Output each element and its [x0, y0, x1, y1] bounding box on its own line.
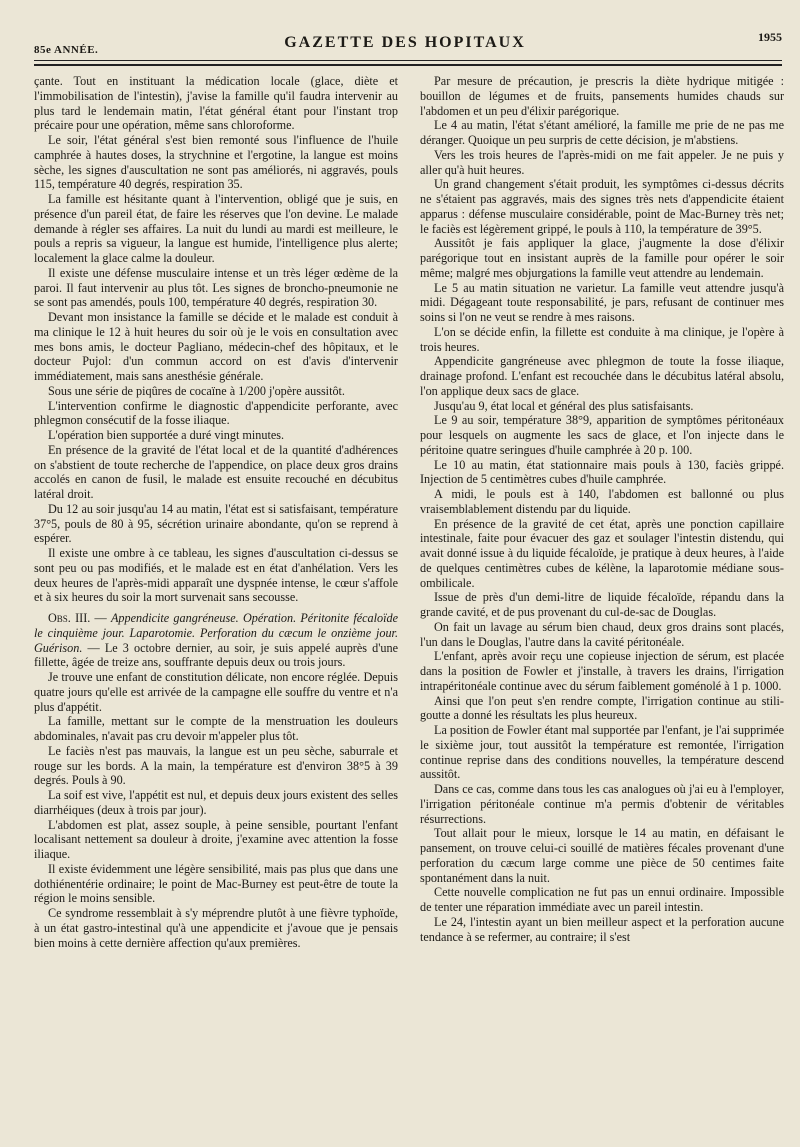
paragraph: Par mesure de précaution, je prescris la diète hydrique mitigée : bouillon de légumes et de fruits, pansements humides chauds sur l'abdomen et un peu d'élixir parégorique.	[420, 74, 784, 118]
paragraph: Sous une série de piqûres de cocaïne à 1/200 j'opère aussitôt.	[48, 383, 345, 398]
paragraph: Appendicite gangréneuse avec phlegmon de toute la fosse iliaque, drainage profond. L'enfant est recouchée dans le décubitus latéral absolu, l'on applique deux sacs de glace.	[420, 354, 784, 398]
paragraph: L'enfant, après avoir reçu une copieuse injection de sérum, est placée dans la position de Fowler et j'installe, à travers les drains, l'irrigation intrapéritonéale continue avec du sérum faiblement goménolé à 1 p. 1000.	[420, 649, 784, 693]
observation-text: — Le 3 octobre dernier, au soir, je suis appelé auprès d'une fillette, âgée de treize ans, souffrante depuis deux ou trois jours.	[34, 640, 398, 670]
left-column	[34, 74, 398, 950]
paragraph: En présence de la gravité de cet état, après une ponction capillaire intestinale, faite pour évacuer des gaz et soulager l'intestin distendu, qui avait donné issue à du liquide fécaloïde, je pratique à deux heures, à l'aide de quelques centimètres cubes de kélène, la laparotomie médiane sous-ombilicale.	[420, 516, 784, 590]
observation-label: Obs. III. —	[48, 611, 107, 625]
header-rule	[34, 60, 782, 61]
paragraph: Ainsi que l'on peut s'en rendre compte, l'irrigation continue au stili-goutte a donné les résultats les plus heureux.	[420, 693, 784, 723]
paragraph: Il existe évidemment une légère sensibilité, mais pas plus que dans une dothiénentérie ordinaire; le point de Mac-Burney est peut-être de toute la région le moins sensible.	[34, 861, 398, 906]
paragraph: Il existe une ombre à ce tableau, les signes d'auscultation ci-dessus se sont peu ou pas modifiés, et le malade est en état d'anhélation. Vers les deux heures de l'après-midi apparaît une dyspnée intense, le cœur s'affole et à six heures du soir la mort survenait sans secousse.	[34, 546, 398, 605]
paragraph: Je trouve une enfant de constitution délicate, non encore réglée. Depuis quatre jours qu'elle est arrivée de la campagne elle souffre du ventre et n'a plus d'appétit.	[34, 670, 398, 714]
paragraph: A midi, le pouls est à 140, l'abdomen est ballonné ou plus vraisemblablement distendu par du liquide.	[420, 487, 784, 516]
paragraph: Le 9 au soir, température 38°9, apparition de symptômes péritonéaux pour lesquels on augmente les sacs de glace, et l'on injecte dans le péritoine quatre seringues d'huile camphrée à 20 p. 100.	[420, 413, 784, 457]
article-columns	[34, 74, 784, 950]
paragraph: La position de Fowler étant mal supportée par l'enfant, je l'ai supprimée le sixième jour, tout aussitôt la température est remontée, l'irrigation continue reprise dans des conditions nouvelles, la température descend aussitôt.	[420, 723, 784, 782]
page-header	[28, 0, 782, 62]
paragraph: L'intervention confirme le diagnostic d'appendicite perforante, avec phlegmon consécutif de la fosse iliaque.	[34, 398, 398, 428]
paragraph: Ce syndrome ressemblait à s'y méprendre plutôt à une fièvre typhoïde, à un état gastro-intestinal qu'à une appendicite et j'avoue que je pensais bien moins à cette dernière affection qu'aux premières.	[34, 906, 398, 950]
paragraph: Issue de près d'un demi-litre de liquide fécaloïde, répandu dans la grande cavité, et de pus provenant du cul-de-sac de Douglas.	[420, 590, 784, 619]
paragraph: Dans ce cas, comme dans tous les cas analogues où j'ai eu à l'employer, l'irrigation péritonéale continue m'a permis d'obtenir de véritables résurrections.	[420, 782, 784, 826]
paragraph: L'opération bien supportée a duré vingt minutes.	[48, 428, 285, 442]
paragraph: Du 12 au soir jusqu'au 14 au matin, l'état est si satisfaisant, température 37°5, pouls de 80 à 95, sécrétion urinaire abondante, qu'on se reprend à espérer.	[34, 501, 398, 546]
paragraph: Le 24, l'intestin ayant un bien meilleur aspect et la perforation aucune tendance à se refermer, au contraire; il s'est	[420, 914, 784, 944]
issue-label: 85e ANNÉE.	[34, 44, 99, 56]
paragraph: Le 4 au matin, l'état s'étant amélioré, la famille me prie de ne pas me déranger. Quoique un peu surpris de cette décision, je m'abstiens.	[420, 118, 784, 147]
paragraph: Il existe une défense musculaire intense et un très léger œdème de la paroi. Il faut intervenir au plus tôt. Les signes de broncho-pneumonie ne se sont pas amendés, pouls 100, température 40 degrés, respiration 30.	[34, 265, 398, 310]
paragraph: Aussitôt je fais appliquer la glace, j'augmente la dose d'élixir parégorique tout en insistant auprès de la famille pour opérer le soir même; malgré mes objurgations la famille veut attendre au lendemain.	[420, 236, 784, 280]
paragraph: çante. Tout en instituant la médication locale (glace, diète et l'immobilisation de l'intestin), j'avise la famille qu'il faudra intervenir au plus tard le lendemain matin, l'état général étant pour l'instant trop précaire pour une opération, même sans chloroforme.	[34, 74, 398, 133]
paragraph: Le 10 au matin, état stationnaire mais pouls à 130, faciès grippé. Injection de 5 centimètres cubes d'huile camphrée.	[420, 457, 784, 487]
paragraph: Tout allait pour le mieux, lorsque le 14 au matin, en défaisant le pansement, on trouve celui-ci souillé de matières fécales provenant d'une perforation du cæcum large comme une pièce de 50 centimes faite spontanément dans la nuit.	[420, 826, 784, 885]
paragraph: On fait un lavage au sérum bien chaud, deux gros drains sont placés, l'un dans le Douglas, l'autre dans la cavité péritonéale.	[420, 619, 784, 649]
paragraph: Cette nouvelle complication ne fut pas un ennui ordinaire. Impossible de tenter une réparation immédiate avec un pareil intestin.	[420, 885, 784, 914]
paragraph: Vers les trois heures de l'après-midi on me fait appeler. Je ne puis y aller qu'à huit heures.	[420, 147, 784, 177]
paragraph: L'on se décide enfin, la fillette est conduite à ma clinique, je l'opère à trois heures.	[420, 324, 784, 354]
observation-title: Appendicite gangréneuse. Opération. Péritonite fécaloïde le cinquième jour. Laparotomie. Perforation du cæcum le onzième jour. Guérison.	[34, 611, 398, 655]
paragraph: Un grand changement s'était produit, les symptômes ci-dessus décrits ne s'étaient pas aggravés, mais des signes très nets d'appendicite étaient apparus : défense musculaire considérable, point de Mac-Burney très net; le faciès est légèrement grippé, le pouls à 110, la température de 39°5.	[420, 177, 784, 236]
right-column	[420, 74, 784, 950]
paragraph: Le soir, l'état général s'est bien remonté sous l'influence de l'huile camphrée à hautes doses, la strychnine et l'ergotine, la langue est moins sèche, les signes d'auscultation ne sont pas améliorés, ni aggravés, pouls 115, température 40 degrés, respiration 35.	[34, 133, 398, 192]
paragraph: En présence de la gravité de l'état local et de la quantité d'adhérences on s'abstient de toute recherche de l'appendice, on place deux gros drains accolés en canon de fusil, le malade est ensuite recouché en décubitus latéral droit.	[34, 442, 398, 501]
paragraph: Jusqu'au 9, état local et général des plus satisfaisants.	[434, 398, 694, 413]
paragraph: Devant mon insistance la famille se décide et le malade est conduit à ma clinique le 12 à huit heures du soir où je le vois en consultation avec mes bons amis, le docteur Pagliano, médecin-chef des hôpitaux, et le docteur Pujol: d'un commun accord on est d'avis d'intervenir immédiatement, mais sans anesthésie générale.	[34, 310, 398, 383]
header-rule-thick	[34, 64, 782, 66]
page-number: 1955	[758, 30, 782, 44]
paragraph: La famille est hésitante quant à l'intervention, obligé que je suis, en présence d'un pareil état, de faire les réserves que l'on devine. Le malade demande à régler ses affaires. La nuit du lundi au mardi est meilleure, le pouls a repris sa vigueur, la langue est humide, l'intelligence plus alerte; localement la glace calme la douleur.	[34, 192, 398, 265]
paragraph: L'abdomen est plat, assez souple, à peine sensible, pourtant l'enfant localisant nettement sa douleur à droite, j'examine avec attention la fosse iliaque.	[34, 817, 398, 861]
paragraph: Le 5 au matin situation ne varietur. La famille veut attendre jusqu'à midi. Dégageant toute responsabilité, je pars, refusant de continuer mes soins si l'on ne veut se rendre à mes raisons.	[420, 280, 784, 324]
paragraph: La famille, mettant sur le compte de la menstruation les douleurs abdominales, n'avait pas cru devoir m'appeler plus tôt.	[34, 714, 398, 743]
paragraph: Le faciès n'est pas mauvais, la langue est un peu sèche, saburrale et rouge sur les bords. A la main, la température est d'environ 38°5 à 39 degrés. Pouls à 90.	[34, 743, 398, 788]
observation-heading	[34, 611, 398, 670]
paragraph: La soif est vive, l'appétit est nul, et depuis deux jours existent des selles diarrhéiques (deux à trois par jour).	[34, 788, 398, 817]
journal-title: GAZETTE DES HOPITAUX	[284, 34, 526, 51]
